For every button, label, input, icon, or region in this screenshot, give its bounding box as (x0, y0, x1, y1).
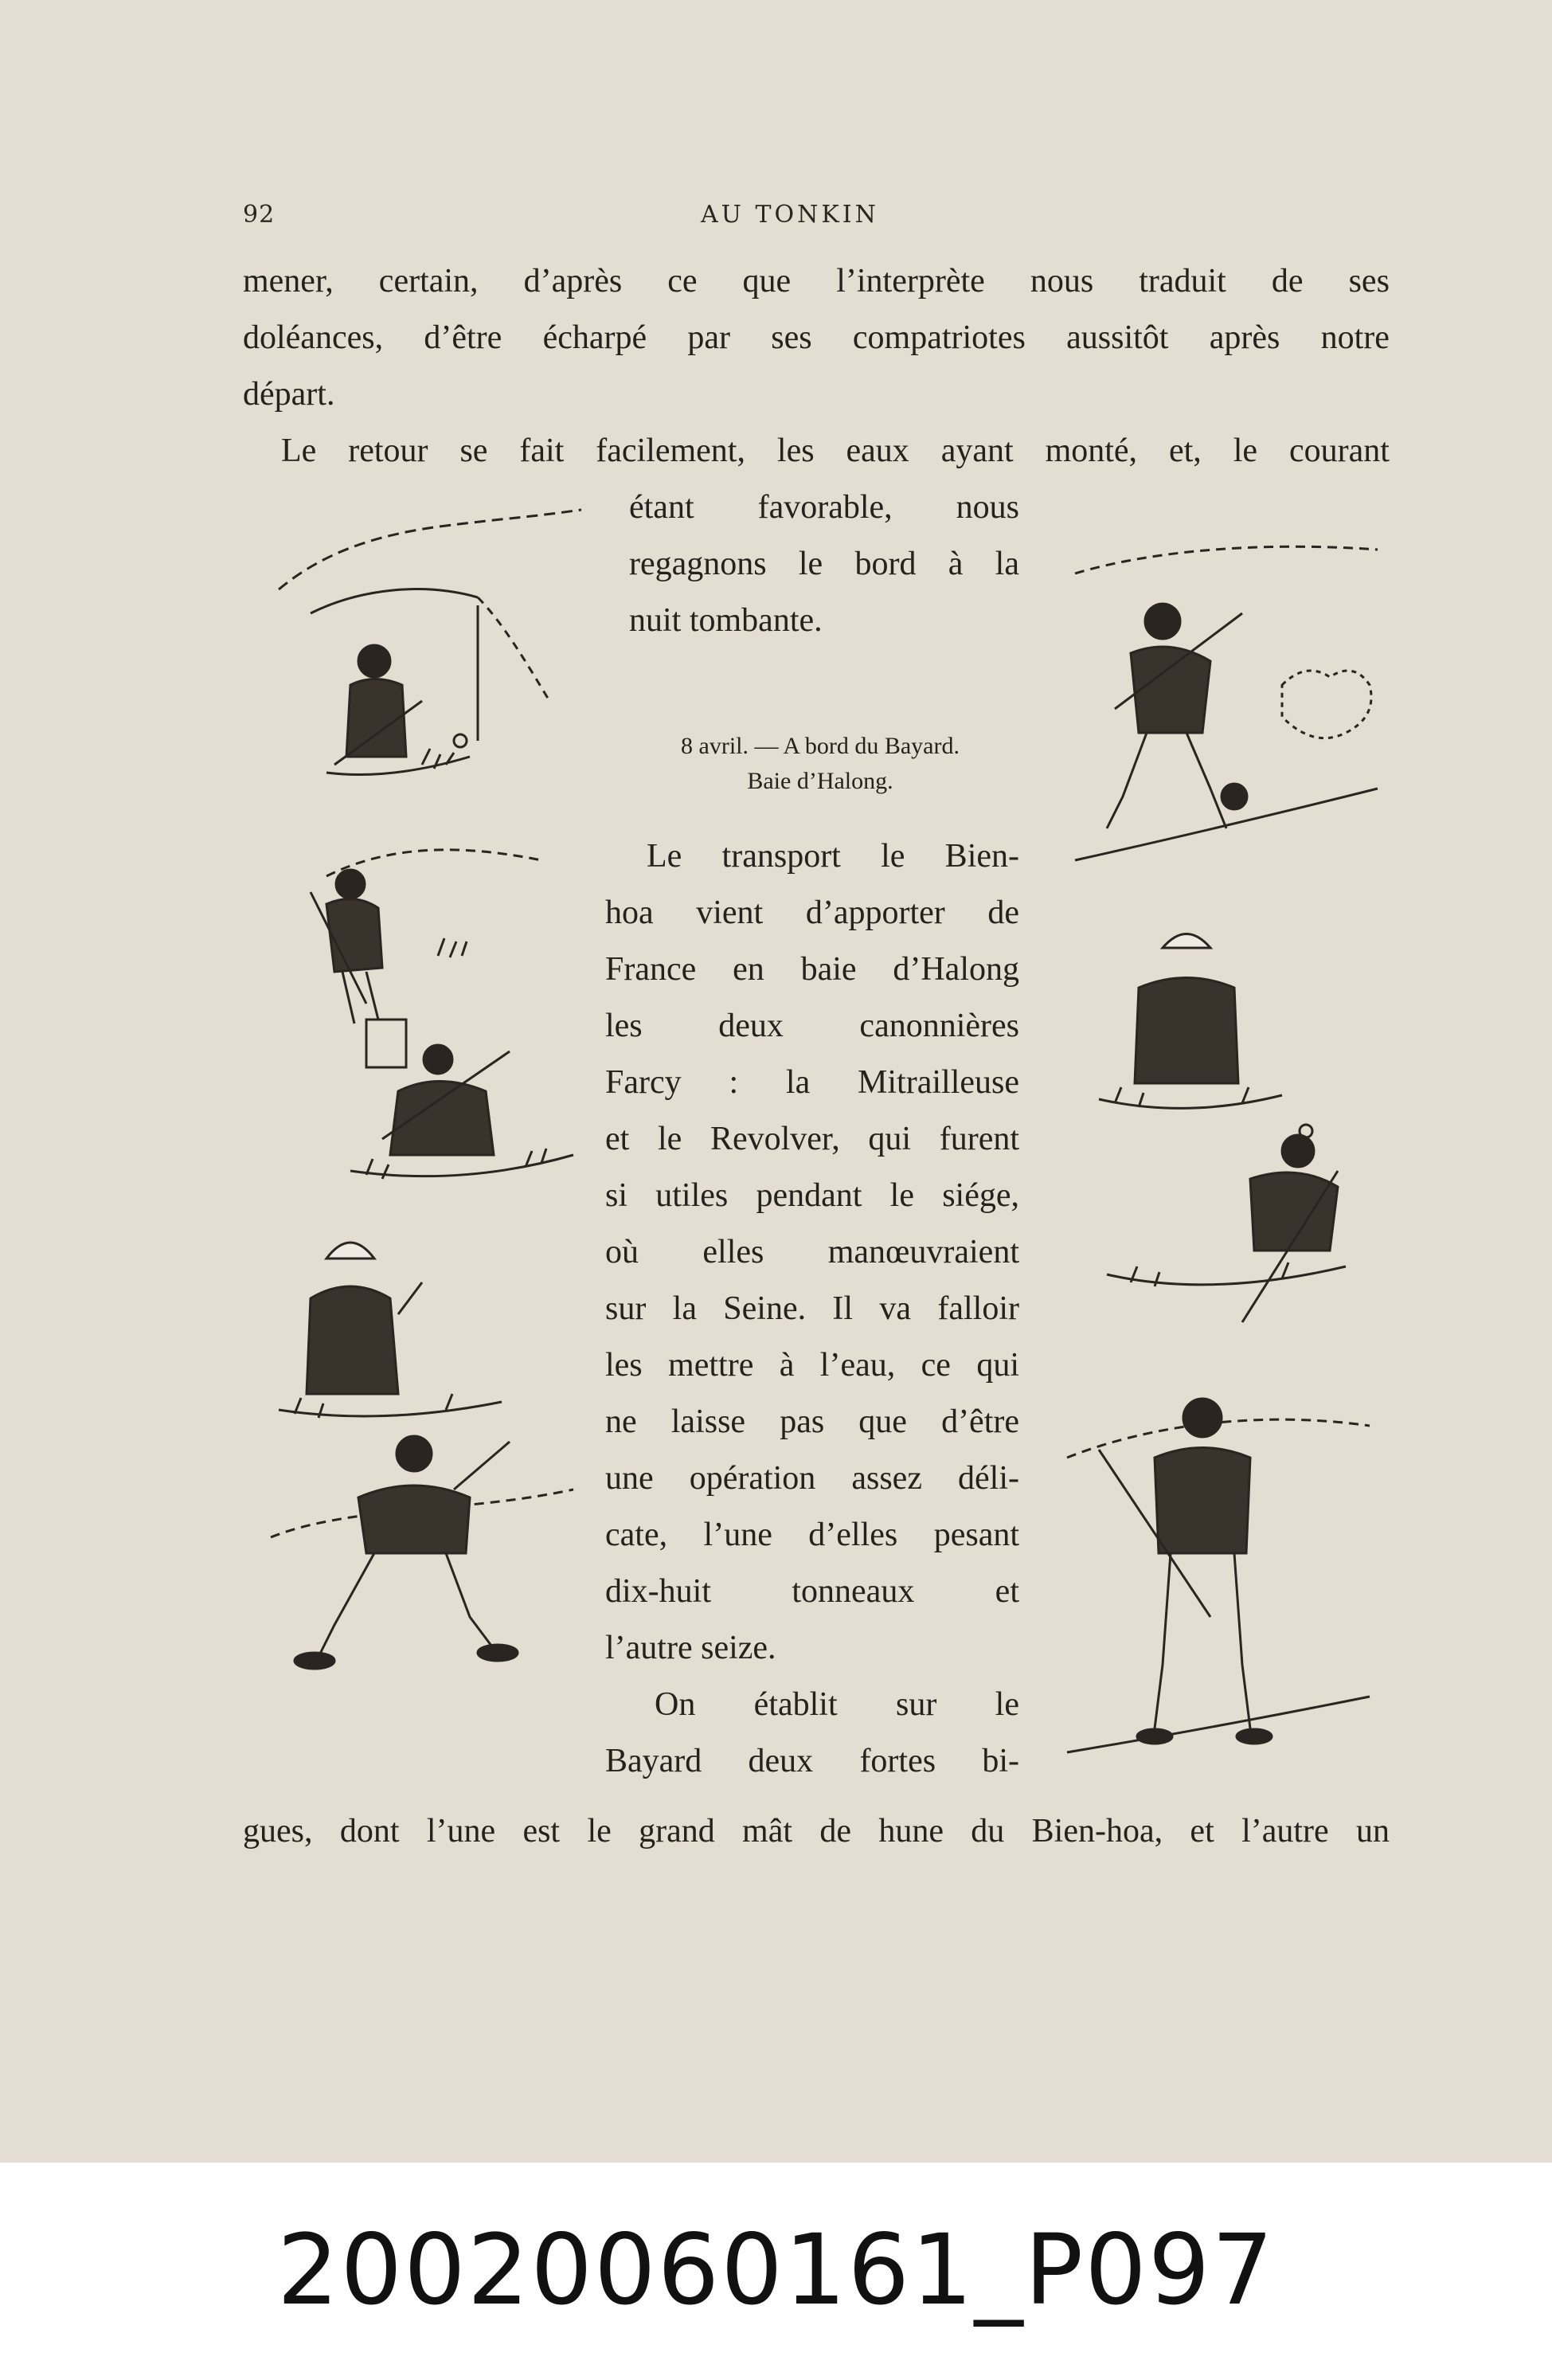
column-line-5: Farcy : la Mitrailleuse (605, 1064, 1019, 1101)
illustration-right-1 (1059, 526, 1394, 876)
illustration-left-1 (263, 502, 597, 804)
illustration-right-4 (1051, 1378, 1386, 1776)
illustration-right-2 (1067, 924, 1306, 1131)
column-line-4: les deux canonnières (605, 1008, 1019, 1044)
column-line-1: Le transport le Bien- (647, 838, 1019, 875)
dateline (605, 729, 1035, 799)
body-last-line: gues, dont l’une est le grand mât de hune du Bien-hoa, et l’autre un (243, 1813, 1390, 1850)
illustration-left-4 (263, 1227, 534, 1450)
soldier-with-rifle-on-hill-sketch (263, 502, 597, 804)
sailor-with-rifle-sketch (1051, 1378, 1386, 1776)
illustration-left-5 (255, 1418, 589, 1681)
dateline-line-1: 8 avril. — A bord du Bayard. (681, 733, 960, 759)
column-line-10: les mettre à l’eau, ce qui (605, 1347, 1019, 1384)
column-line-2: hoa vient d’apporter de (605, 894, 1019, 931)
soldier-kneeling-with-rifle-sketch (334, 1035, 589, 1203)
soldier-in-helmet-back-view-sketch (263, 1227, 534, 1450)
page-number: 92 (243, 201, 276, 229)
column-text (605, 828, 1019, 1790)
catalog-number: 20020060161_P097 (276, 2214, 1276, 2327)
column-line-b: regagnons le bord à la (629, 546, 1019, 582)
column-line-6: et le Revolver, qui furent (605, 1121, 1019, 1157)
soldier-sitting-in-grass-sketch (255, 1418, 589, 1681)
body-line-1: mener, certain, d’après ce que l’interprète nous traduit de ses (243, 263, 1390, 299)
illustration-right-3 (1083, 1115, 1362, 1346)
column-line-14: dix-huit tonneaux et (605, 1573, 1019, 1610)
column-line-c: nuit tombante. (629, 602, 823, 639)
column-line-16: On établit sur le (655, 1686, 1019, 1723)
column-line-a: étant favorable, nous (629, 489, 1019, 526)
body-line-4: Le retour se fait facilement, les eaux ayant monté, et, le courant (281, 433, 1390, 469)
running-title: AU TONKIN (701, 201, 879, 229)
column-line-12: une opération assez déli- (605, 1460, 1019, 1497)
body-line-3: départ. (243, 376, 335, 413)
column-line-9: sur la Seine. Il va falloir (605, 1290, 1019, 1327)
column-line-17: Bayard deux fortes bi- (605, 1743, 1019, 1779)
dateline-line-2: Baie d’Halong. (747, 768, 893, 794)
soldier-in-pith-helmet-sketch (1067, 924, 1306, 1131)
column-line-3: France en baie d’Halong (605, 951, 1019, 988)
soldier-with-rifle-standing-sketch (1083, 1115, 1362, 1346)
column-line-7: si utiles pendant le siége, (605, 1177, 1019, 1214)
column-line-11: ne laisse pas que d’être (605, 1403, 1019, 1440)
column-line-15: l’autre seize. (605, 1630, 776, 1666)
soldier-walking-with-rifle-sketch (1059, 526, 1394, 876)
illustration-left-3 (334, 1035, 589, 1203)
column-line-13: cate, l’une d’elles pesant (605, 1517, 1019, 1553)
column-line-8: où elles manœuvraient (605, 1234, 1019, 1270)
body-line-2: doléances, d’être écharpé par ses compatriotes aussitôt après notre (243, 319, 1390, 356)
